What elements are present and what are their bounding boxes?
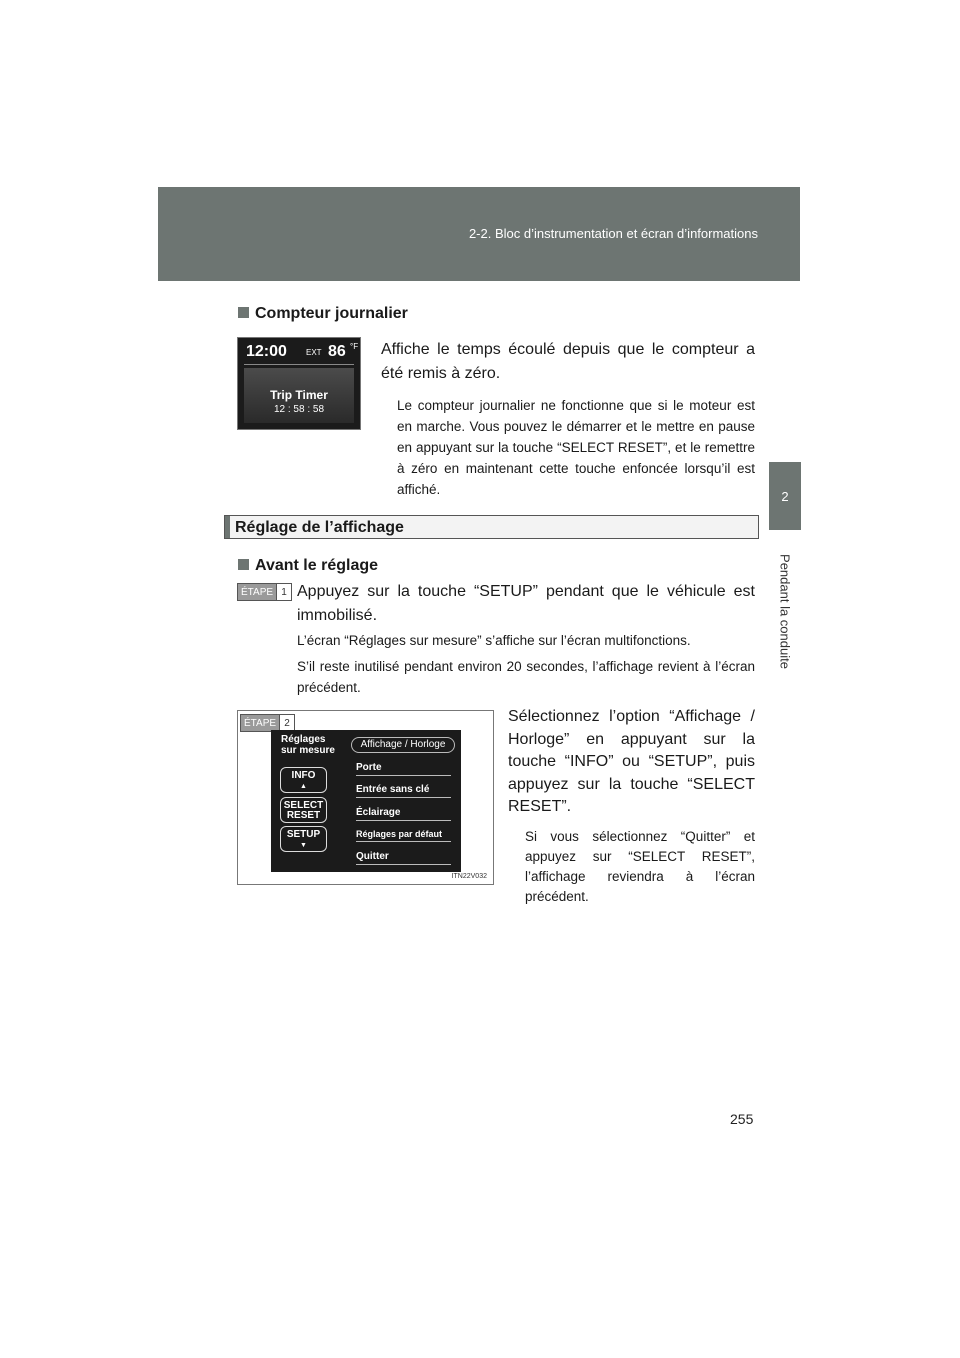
header-title: 2-2. Bloc d’instrumentation et écran d’informations	[468, 226, 758, 241]
select-reset-button	[280, 797, 327, 823]
menu-item-quitter: Quitter	[356, 851, 451, 865]
step2-note: Si vous sélectionnez “Quitter” et appuyez sur “SELECT RESET”, l’affichage reviendra à l’écran précédent.	[525, 829, 755, 904]
title-line-2: sur mesure	[281, 745, 335, 756]
arrow-down-icon: ▼	[300, 842, 307, 849]
section-title-bar	[224, 515, 759, 539]
step1-note2: S’il reste inutilisé pendant environ 20 secondes, l’affichage revient à l’écran précédent.	[297, 659, 755, 695]
trip-timer-screen	[237, 337, 361, 430]
menu-item-entree: Entrée sans clé	[356, 784, 451, 798]
divider	[244, 364, 354, 365]
heading-compteur	[238, 305, 408, 323]
menu-item-reglages-defaut: Réglages par défaut	[356, 829, 451, 842]
setup-label: SETUP	[286, 829, 321, 840]
select-label: SELECT	[283, 800, 324, 811]
step-number: 1	[276, 584, 291, 600]
arrow-up-icon: ▲	[300, 783, 307, 790]
intro-paragraph: Affiche le temps écoulé depuis que le compteur a été remis à zéro.	[381, 341, 755, 382]
temperature-readout: 86	[328, 343, 346, 360]
step-badge-1	[237, 583, 292, 601]
note-paragraph: Le compteur journalier ne fonctionne que si le moteur est en marche. Vous pouvez le démarrer et le mettre en pause en appuyant sur la touche “SELECT RESET”, et le remettre à zéro en maintenant cette touche enfoncée lorsqu’il est affiché.	[397, 398, 755, 497]
menu-item-porte: Porte	[356, 762, 451, 776]
figure-code: ITN22V032	[451, 873, 487, 880]
chapter-tab	[769, 462, 801, 530]
heading-text: Compteur journalier	[255, 305, 408, 322]
step1-note1: L’écran “Réglages sur mesure” s’affiche sur l’écran multifonctions.	[297, 633, 691, 648]
menu-item-eclairage: Éclairage	[356, 807, 451, 821]
chapter-label: Pendant la conduite	[777, 554, 793, 669]
square-bullet-icon	[238, 307, 249, 318]
temperature-unit: °F	[350, 342, 359, 351]
ext-label: EXT	[306, 348, 322, 357]
step2-text: Sélectionnez l’option “Affichage / Horloge” en appuyant sur la touche “INFO” ou “SETUP”, puis appuyez sur la touche “SELECT RESET”.	[508, 708, 755, 815]
page-number: 255	[730, 1111, 754, 1127]
chapter-number: 2	[781, 488, 789, 504]
settings-screen	[271, 730, 461, 872]
settings-screen-title	[281, 734, 335, 756]
page-header	[158, 187, 800, 281]
title-line-1: Réglages	[281, 734, 326, 745]
info-button	[280, 767, 327, 793]
section-title: Réglage de l’affichage	[235, 519, 404, 536]
trip-timer-label: Trip Timer	[270, 388, 328, 402]
square-bullet-icon	[238, 559, 249, 570]
step-label: ÉTAPE	[238, 584, 276, 600]
setup-button	[280, 826, 327, 852]
info-label: INFO	[291, 770, 316, 781]
step-number: 2	[279, 715, 294, 731]
trip-timer-value: 12 : 58 : 58	[273, 404, 325, 415]
custom-settings-figure	[237, 710, 494, 885]
selected-option: Affichage / Horloge	[351, 737, 455, 753]
subheading-text: Avant le réglage	[255, 557, 379, 574]
step-label: ÉTAPE	[241, 715, 279, 731]
heading-avant	[238, 557, 378, 575]
clock-readout: 12:00	[246, 343, 287, 360]
step1-text: Appuyez sur la touche “SETUP” pendant que le véhicule est immobilisé.	[297, 583, 755, 624]
reset-label: RESET	[286, 810, 321, 821]
